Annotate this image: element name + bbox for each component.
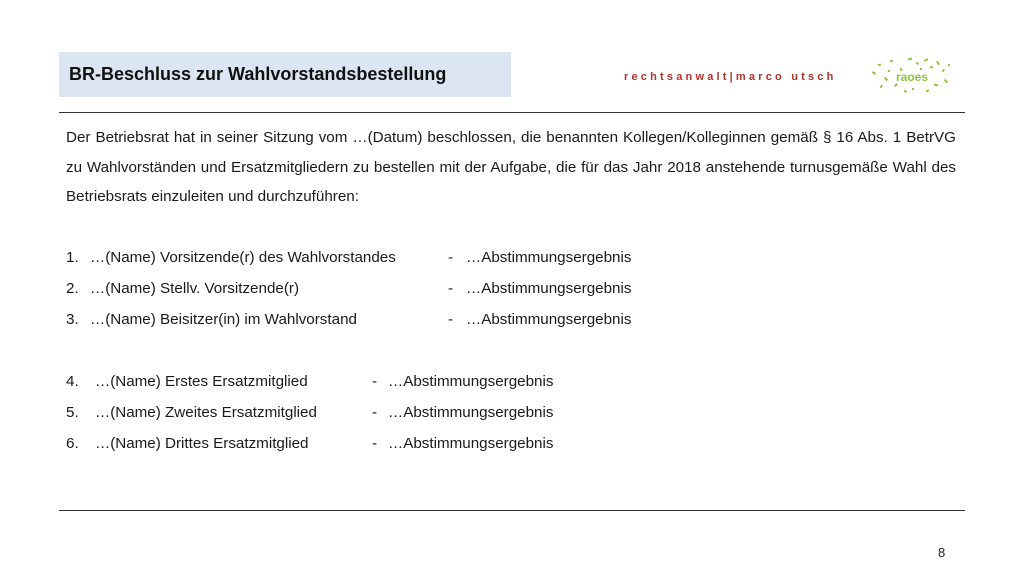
item-dash: -: [372, 404, 378, 421]
item-name: …(Name) Stellv. Vorsitzende(r): [90, 280, 300, 297]
slide-title: BR-Beschluss zur Wahlvorstandsbestellung: [69, 64, 447, 84]
item-dash: -: [448, 311, 454, 328]
title-box: [59, 52, 511, 97]
item-dash: -: [372, 373, 378, 390]
raoes-logo: [864, 54, 954, 98]
item-result: …Abstimmungsergebnis: [388, 435, 554, 452]
item-number: 5.: [66, 404, 79, 421]
item-result: …Abstimmungsergebnis: [388, 404, 554, 421]
item-name: …(Name) Drittes Ersatzmitglied: [95, 435, 309, 452]
item-result: …Abstimmungsergebnis: [466, 311, 632, 328]
item-dash: -: [448, 280, 454, 297]
item-result: …Abstimmungsergebnis: [388, 373, 554, 390]
item-name: …(Name) Zweites Ersatzmitglied: [95, 404, 317, 421]
item-number: 2.: [66, 280, 79, 297]
item-number: 1.: [66, 249, 79, 266]
item-name: …(Name) Vorsitzende(r) des Wahlvorstandes: [90, 249, 396, 266]
intro-paragraph: Der Betriebsrat hat in seiner Sitzung vom …(Datum) beschlossen, die benannten Kollegen/Kolleginnen gemäß § 16 Abs. 1 BetrVG zu Wahlvorständen und Ersatzmitgliedern zu bestellen mit der Aufgabe, die für das Jahr 2018 anstehende turnusgemäße Wahl des Betriebsrats einzuleiten und durchzuführen:: [66, 129, 956, 205]
item-number: 6.: [66, 435, 79, 452]
item-dash: -: [448, 249, 454, 266]
item-result: …Abstimmungsergebnis: [466, 249, 632, 266]
top-divider: [59, 112, 965, 113]
bottom-divider: [59, 510, 965, 511]
item-number: 4.: [66, 373, 79, 390]
item-name: …(Name) Beisitzer(in) im Wahlvorstand: [90, 311, 357, 328]
item-dash: -: [372, 435, 378, 452]
item-number: 3.: [66, 311, 79, 328]
brand-text: rechtsanwalt|marco utsch: [624, 71, 837, 83]
logo-text: raoes: [896, 70, 929, 84]
page-number: 8: [938, 545, 946, 560]
item-result: …Abstimmungsergebnis: [466, 280, 632, 297]
item-name: …(Name) Erstes Ersatzmitglied: [95, 373, 308, 390]
